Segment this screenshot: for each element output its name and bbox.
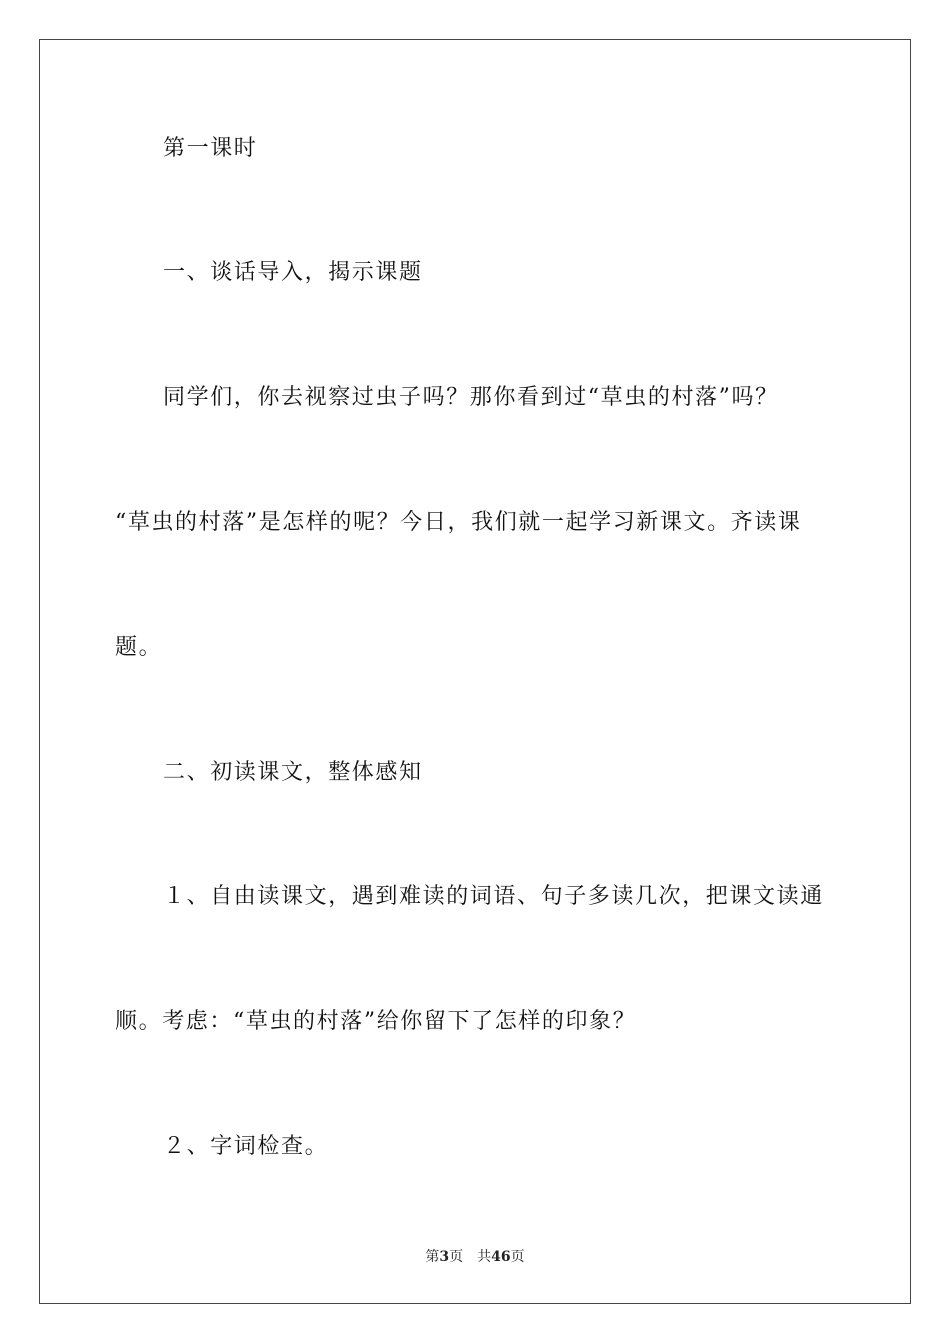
lesson-period-heading: 第一课时 <box>163 136 258 161</box>
page-footer <box>0 1248 950 1266</box>
paragraph-line: 同学们，你去视察过虫子吗？那你看到过“草虫的村落”吗？ <box>163 385 779 410</box>
paragraph-line: １、自由读课文，遇到难读的词语、句子多读几次，把课文读通 <box>163 884 824 909</box>
page-number: 3 <box>439 1249 450 1265</box>
section-heading-1: 一、谈话导入，揭示课题 <box>163 260 423 285</box>
total-suffix: 页 <box>510 1249 525 1265</box>
total-prefix: 共 <box>477 1249 492 1265</box>
paragraph-line: 题。 <box>115 635 163 660</box>
page-prefix: 第 <box>425 1249 440 1265</box>
paragraph-line: “草虫的村落”是怎样的呢？今日，我们就一起学习新课文。齐读课 <box>115 510 802 535</box>
total-pages: 46 <box>491 1249 511 1265</box>
section-heading-2: 二、初读课文，整体感知 <box>163 760 423 785</box>
page-suffix: 页 <box>449 1249 464 1265</box>
paragraph-line: ２、字词检查。 <box>163 1134 329 1159</box>
paragraph-line: 顺。考虑：“草虫的村落”给你留下了怎样的印象？ <box>115 1009 637 1034</box>
page-border <box>39 39 911 1304</box>
